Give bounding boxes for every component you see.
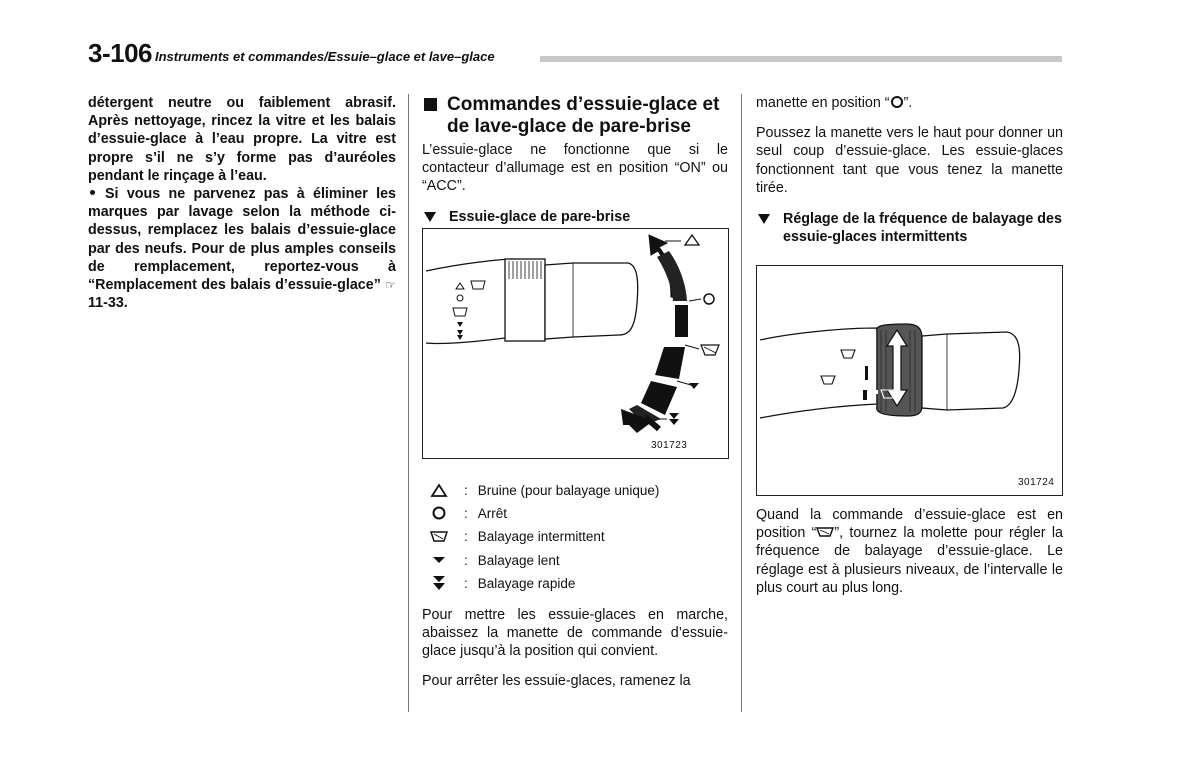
intermittent-ring-figure bbox=[756, 265, 1063, 496]
wiper-lever-figure bbox=[422, 228, 729, 459]
circle-outline-icon bbox=[890, 95, 904, 109]
section-title-text: Commandes d’essuie-glace et de lave-glace de pare-brise bbox=[447, 94, 720, 137]
intermittent-adjust-subheading-text: Réglage de la fréquence de balayage des essuie-glaces intermittents bbox=[783, 211, 1062, 246]
cleaning-paragraph: détergent neutre ou faiblement abrasif. Après nettoyage, rincez la vitre et les balais d’essuie-glace à l’eau propre. La vitre est propre s’il ne s’y forme pas d’auréoles pendant le rinçage à l’eau. bbox=[88, 95, 396, 184]
column-2 bbox=[422, 94, 728, 226]
wiper-off-paragraph: Pour arrêter les essuie-glaces, ramenez la bbox=[422, 673, 691, 689]
off-position-continuation bbox=[756, 94, 1063, 112]
push-lever-paragraph: Poussez la manette vers le haut pour donner un seul coup d’essuie-glace. Les essuie-glaces fonctionnent tant que vous tenez la manette tirée. bbox=[756, 125, 1063, 196]
circle-outline-icon bbox=[428, 505, 450, 521]
legend-label-intermittent: Balayage intermittent bbox=[477, 528, 605, 544]
triangle-down-icon bbox=[428, 555, 450, 565]
legend-label-slow: Balayage lent bbox=[477, 552, 560, 568]
column-1 bbox=[88, 94, 396, 312]
column-divider-right bbox=[741, 94, 742, 712]
intermittent-paragraph-a: Quand la commande d’essuie-glace est en position “ bbox=[756, 507, 1063, 542]
intermittent-paragraph-b: ”, tournez la molette pour régler la fréquence de balayage d’essuie-glace. Le réglage est à plusieurs niveaux, de l’intervalle le plus court au plus long. bbox=[756, 525, 1063, 596]
figure-code-301724: 301724 bbox=[1018, 477, 1055, 488]
legend-label-off: Arrêt bbox=[477, 505, 508, 521]
continuation-text-a: manette en position “ bbox=[756, 95, 890, 111]
intermittent-wiper-icon bbox=[816, 526, 834, 538]
intermittent-wiper-icon bbox=[428, 529, 450, 543]
subheading-triangle-icon bbox=[758, 214, 770, 224]
intermittent-paragraph bbox=[756, 506, 1063, 597]
windshield-wiper-subheading-text: Essuie-glace de pare-brise bbox=[449, 208, 631, 225]
wiper-lever-illustration bbox=[423, 229, 728, 458]
intermittent-adjust-subheading bbox=[756, 210, 1063, 246]
triangle-outline-icon bbox=[428, 483, 450, 497]
wiper-on-paragraph: Pour mettre les essuie-glaces en marche, abaissez la manette de commande d’essuie-glace jusqu’à la position qui convient. bbox=[422, 607, 728, 660]
header-rule bbox=[540, 56, 1062, 62]
column-3 bbox=[756, 94, 1063, 246]
page-number: 3-106 bbox=[88, 38, 152, 68]
page-reference[interactable]: 11-33. bbox=[88, 295, 128, 312]
legend-row-intermittent: : Balayage intermittent bbox=[428, 526, 605, 546]
legend-row-fast: : Balayage rapide bbox=[428, 573, 575, 593]
breadcrumb: Instruments et commandes/Essuie–glace et lave–glace bbox=[155, 49, 495, 64]
replacement-bullet bbox=[88, 185, 396, 312]
column-divider-left bbox=[408, 94, 409, 712]
continuation-text-b: ”. bbox=[903, 95, 913, 111]
section-square-icon bbox=[424, 98, 437, 111]
legend-label-mist: Bruine (pour balayage unique) bbox=[477, 482, 660, 498]
legend-row-mist: : Bruine (pour balayage unique) bbox=[428, 480, 659, 500]
legend-row-off: : Arrêt bbox=[428, 503, 507, 523]
windshield-wiper-subheading bbox=[422, 208, 728, 226]
legend-label-fast: Balayage rapide bbox=[477, 575, 576, 591]
replacement-bullet-text: Si vous ne parvenez pas à éliminer les marques par lavage selon la méthode ci-dessus, remplacez les balais d’essuie-glace par des neufs. Pour de plus amples conseils de remplacement, reportez-vous à “Remplacement des balais d’essuie-glace” bbox=[88, 186, 396, 294]
reference-arrow-icon: ☞ bbox=[385, 278, 396, 293]
subheading-triangle-icon bbox=[424, 212, 436, 222]
bullet-dot-icon bbox=[90, 190, 95, 195]
legend-row-slow: : Balayage lent bbox=[428, 550, 560, 570]
figure-code-301723: 301723 bbox=[651, 440, 688, 451]
double-triangle-down-icon bbox=[428, 575, 450, 591]
ignition-note: L’essuie-glace ne fonctionne que si le contacteur d’allumage est en position “ON” ou “ACC”. bbox=[422, 142, 728, 195]
section-title bbox=[422, 94, 728, 138]
intermittent-ring-illustration bbox=[757, 266, 1062, 495]
